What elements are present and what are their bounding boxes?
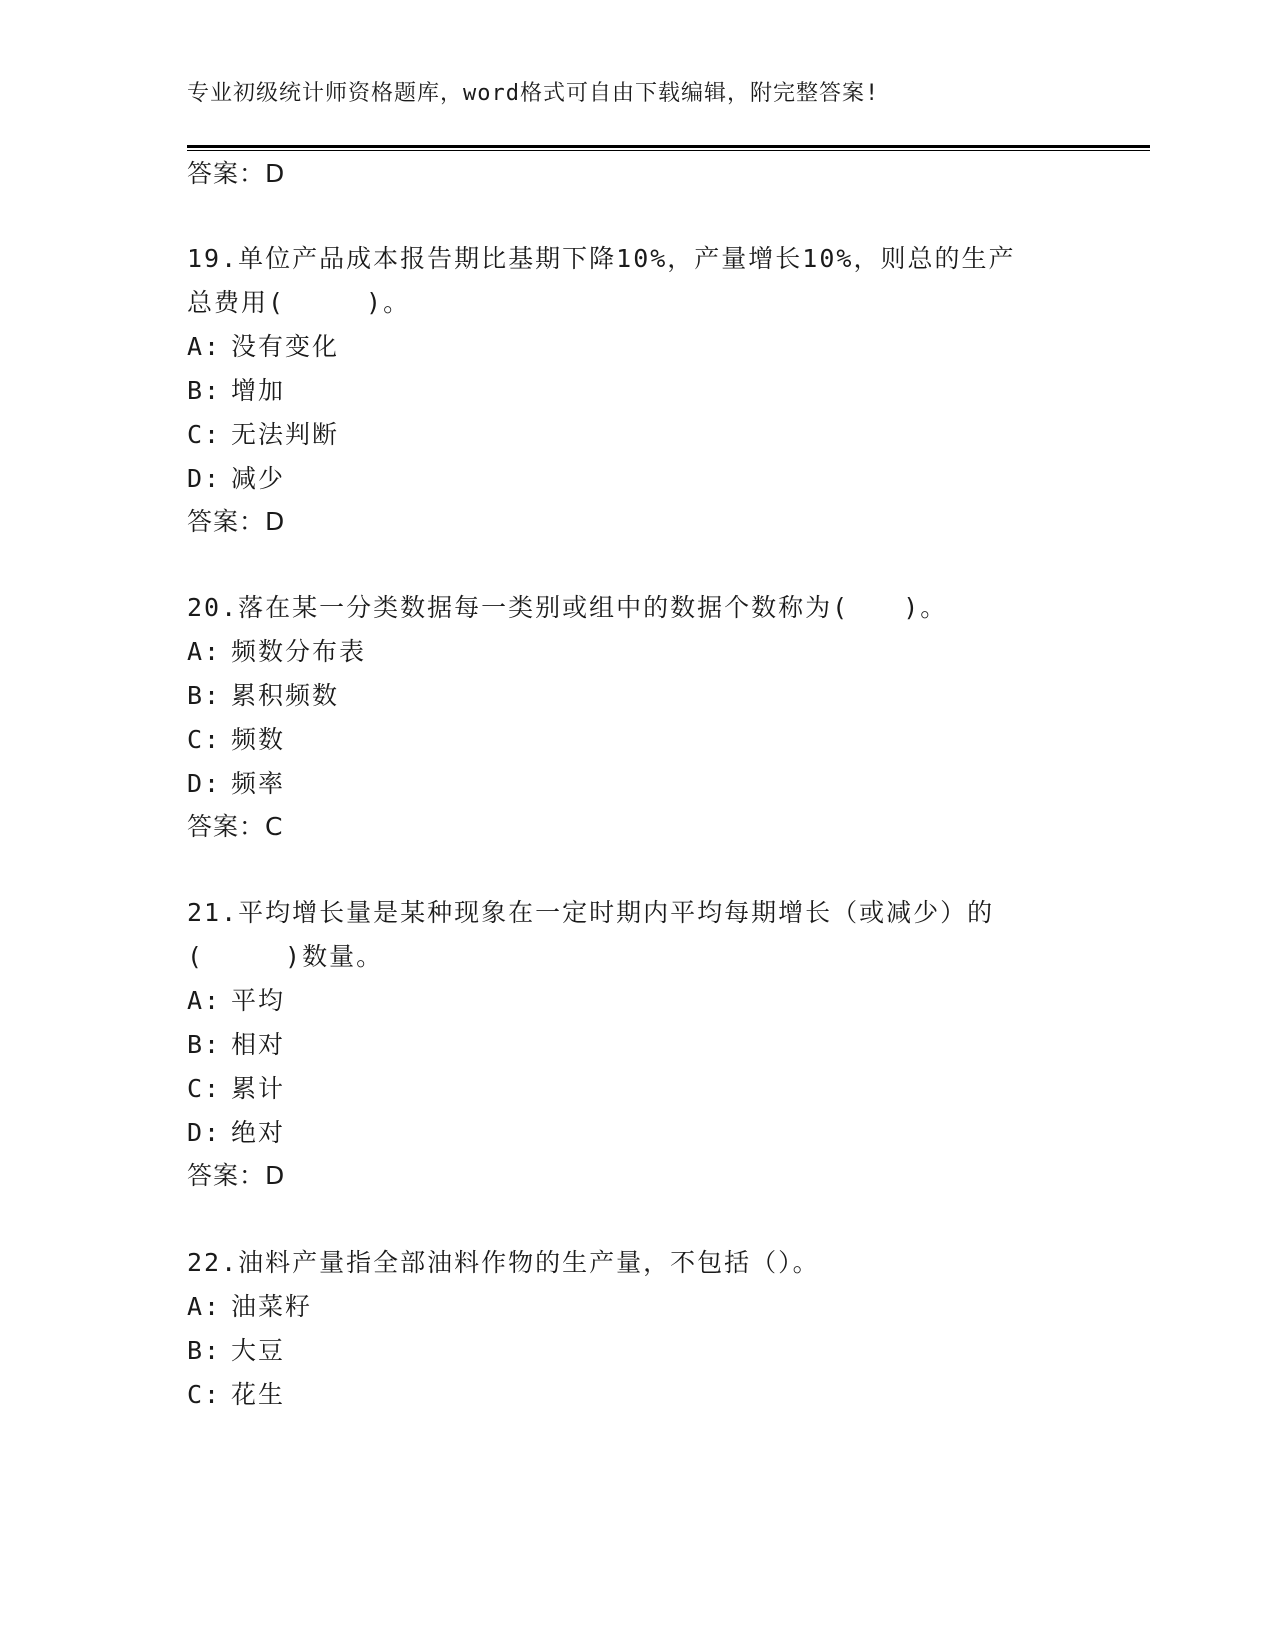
question-22-option-b	[187, 1335, 285, 1367]
question-19-option-d	[187, 463, 285, 495]
option-text: 频率	[231, 769, 286, 798]
option-text: 花生	[231, 1380, 286, 1409]
question-19-option-b	[187, 375, 285, 407]
option-letter: C:	[187, 1380, 222, 1409]
option-letter: C:	[187, 420, 222, 449]
option-letter: D:	[187, 769, 222, 798]
question-20-option-a	[187, 636, 366, 668]
option-text: 频数	[231, 725, 286, 754]
question-19-text-line-1: 19.单位产品成本报告期比基期下降10%，产量增长10%，则总的生产	[187, 244, 1016, 273]
option-letter: A:	[187, 637, 222, 666]
option-letter: C:	[187, 1074, 222, 1103]
option-text: 相对	[231, 1030, 286, 1059]
option-letter: B:	[187, 1336, 222, 1365]
option-text: 大豆	[231, 1336, 286, 1365]
question-21-text-line-2: ( )数量。	[187, 942, 384, 971]
option-letter: A:	[187, 332, 222, 361]
previous-answer: 答案：D	[187, 159, 286, 188]
question-19-option-c	[187, 419, 339, 451]
option-text: 绝对	[231, 1118, 286, 1147]
option-letter: A:	[187, 986, 222, 1015]
question-21-option-d	[187, 1117, 285, 1149]
question-21-answer: 答案：D	[187, 1161, 286, 1190]
question-22-text-line-1: 22.油料产量指全部油料作物的生产量，不包括（）。	[187, 1248, 820, 1277]
option-text: 频数分布表	[231, 637, 367, 666]
question-19-option-a	[187, 331, 339, 363]
option-letter: B:	[187, 681, 222, 710]
option-letter: A:	[187, 1292, 222, 1321]
question-22-option-c	[187, 1379, 285, 1411]
question-21-text-line-1: 21.平均增长量是某种现象在一定时期内平均每期增长（或减少）的	[187, 898, 995, 927]
option-letter: D:	[187, 1118, 222, 1147]
question-21-option-b	[187, 1029, 285, 1061]
option-text: 无法判断	[231, 420, 340, 449]
option-letter: B:	[187, 1030, 222, 1059]
option-text: 没有变化	[231, 332, 340, 361]
question-21-option-a	[187, 985, 285, 1017]
question-20-option-c	[187, 724, 285, 756]
question-19-answer: 答案：D	[187, 507, 286, 536]
header-rule-thick	[187, 145, 1150, 148]
option-text: 减少	[231, 464, 286, 493]
question-20-text-line-1: 20.落在某一分类数据每一类别或组中的数据个数称为( )。	[187, 593, 948, 622]
option-text: 油菜籽	[231, 1292, 313, 1321]
option-letter: B:	[187, 376, 222, 405]
option-letter: C:	[187, 725, 222, 754]
question-20-option-b	[187, 680, 339, 712]
question-21-option-c	[187, 1073, 285, 1105]
option-text: 累积频数	[231, 681, 340, 710]
question-20-answer: 答案：C	[187, 812, 284, 841]
page-header: 专业初级统计师资格题库，word格式可自由下载编辑，附完整答案!	[187, 81, 880, 106]
question-20-option-d	[187, 768, 285, 800]
option-text: 平均	[231, 986, 286, 1015]
header-rule-thin	[187, 150, 1150, 151]
option-letter: D:	[187, 464, 222, 493]
question-19-text-line-2: 总费用( )。	[187, 288, 411, 317]
question-22-option-a	[187, 1291, 312, 1323]
option-text: 累计	[231, 1074, 286, 1103]
option-text: 增加	[231, 376, 286, 405]
